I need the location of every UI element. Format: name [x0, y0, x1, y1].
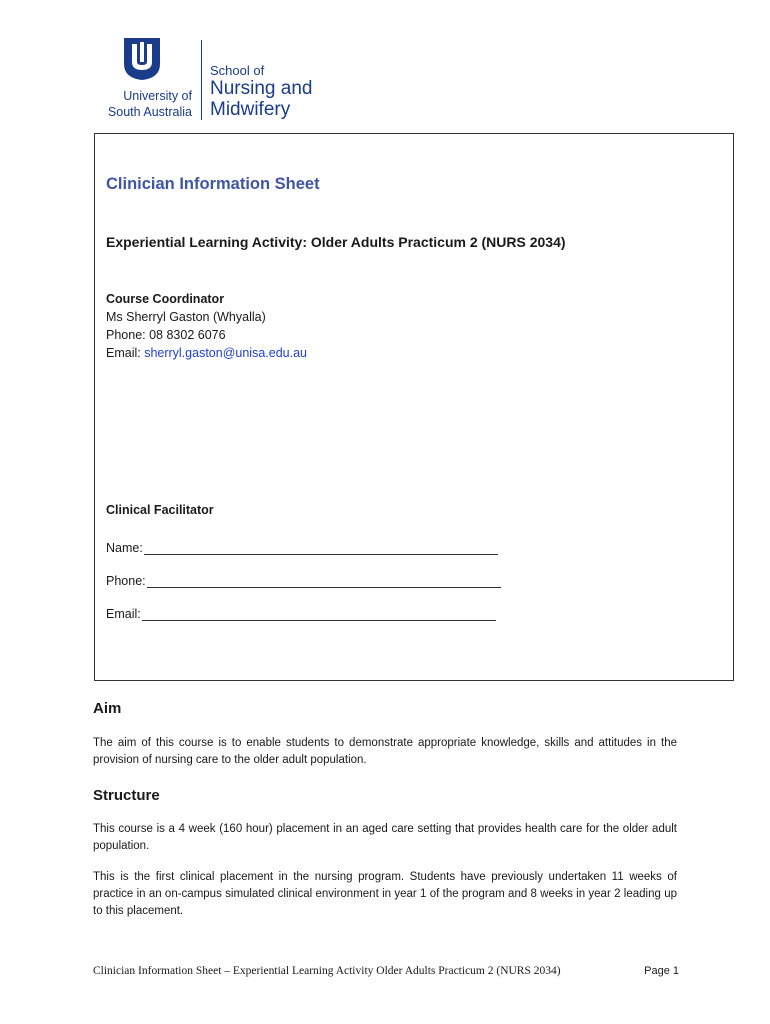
school-line-2: Midwifery	[210, 99, 291, 120]
coordinator-heading: Course Coordinator	[106, 292, 225, 306]
structure-paragraph-2: This is the first clinical placement in the nursing program. Students have previously undertaken 11 weeks of practice in an on-campus simulated clinical environment in year 1 of the program and 8 weeks in year 2 leading up to this placement.	[93, 871, 677, 917]
clinical-facilitator-block	[106, 503, 501, 621]
unisa-shield-icon	[124, 38, 160, 80]
school-line-1: Nursing and	[210, 78, 313, 99]
facilitator-phone-field[interactable]	[106, 574, 501, 588]
facilitator-heading: Clinical Facilitator	[106, 503, 214, 517]
structure-paragraph-1: This course is a 4 week (160 hour) placement in an aged care setting that provides health care for the older adult population.	[93, 823, 677, 852]
coordinator-email-label: Email:	[106, 346, 145, 360]
coordinator-email-row	[106, 344, 307, 362]
coordinator-phone: Phone: 08 8302 6076	[106, 328, 226, 342]
facilitator-name-blank[interactable]	[144, 541, 498, 555]
university-line-1: University of	[123, 89, 192, 103]
activity-subtitle: Experiential Learning Activity: Older Adults Practicum 2 (NURS 2034)	[106, 234, 566, 250]
clinician-info-box	[94, 133, 734, 681]
school-name	[210, 63, 312, 120]
course-coordinator-block	[106, 290, 307, 362]
university-name	[96, 88, 192, 120]
page-title: Clinician Information Sheet	[106, 175, 320, 193]
logo-divider	[201, 40, 202, 120]
facilitator-email-blank[interactable]	[142, 607, 496, 621]
footer-title: Clinician Information Sheet – Experiential Learning Activity Older Adults Practicum 2 (NURS 2034)	[93, 965, 561, 977]
coordinator-name: Ms Sherryl Gaston (Whyalla)	[106, 310, 266, 324]
school-of-label: School of	[210, 63, 265, 78]
coordinator-email-link[interactable]: sherryl.gaston@unisa.edu.au	[144, 346, 307, 360]
page-number: Page 1	[644, 965, 679, 977]
facilitator-email-label: Email:	[106, 607, 141, 621]
facilitator-email-field[interactable]	[106, 607, 501, 621]
aim-paragraph: The aim of this course is to enable students to demonstrate appropriate knowledge, skills and attitudes in the provision of nursing care to the older adult population.	[93, 737, 677, 766]
aim-heading: Aim	[93, 700, 122, 717]
facilitator-phone-label: Phone:	[106, 574, 146, 588]
facilitator-phone-blank[interactable]	[147, 574, 501, 588]
university-line-2: South Australia	[107, 105, 192, 119]
structure-heading: Structure	[93, 787, 160, 804]
facilitator-name-field[interactable]	[106, 541, 501, 555]
facilitator-name-label: Name:	[106, 541, 143, 555]
page-footer	[93, 965, 679, 977]
unisa-logo	[96, 38, 336, 124]
